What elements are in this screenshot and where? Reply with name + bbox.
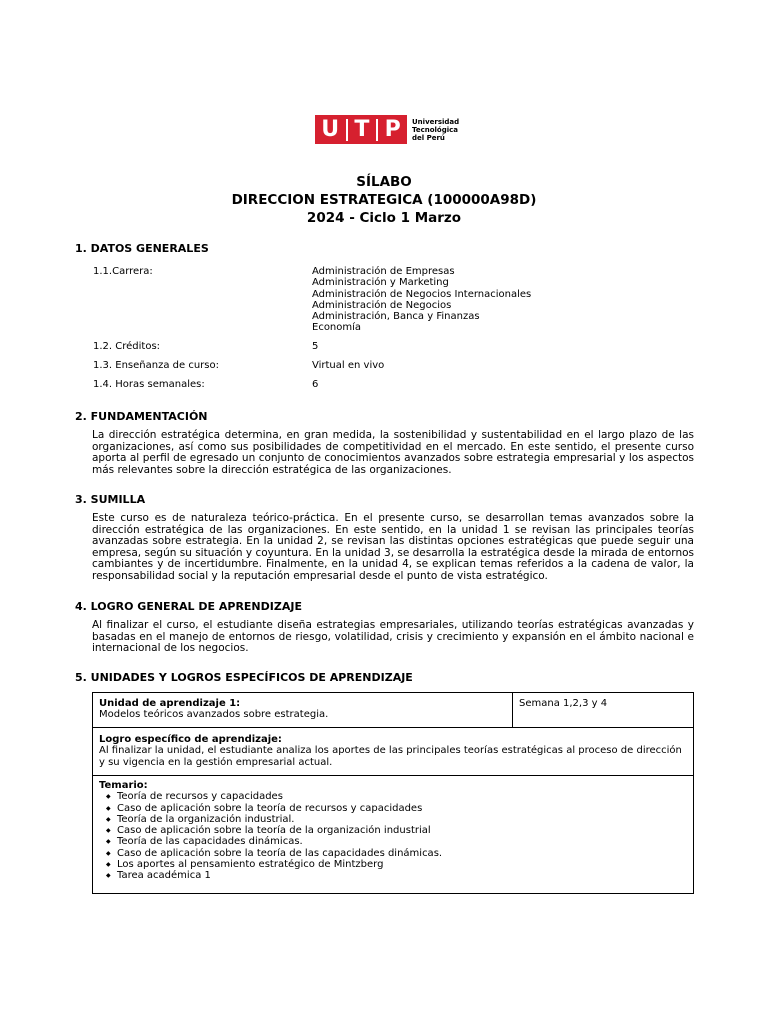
temario-label: Temario: — [99, 780, 148, 791]
logo-letter-p: P — [384, 117, 401, 142]
logo-university-name — [412, 118, 459, 142]
logro-cell — [93, 728, 693, 776]
logo-name-line: Tecnológica — [412, 125, 459, 134]
creditos-value: 5 — [312, 341, 319, 352]
ensenanza-label: 1.3. Enseñanza de curso: — [93, 360, 219, 371]
unit-label: Unidad de aprendizaje 1: — [99, 698, 241, 709]
utp-logo — [315, 115, 459, 144]
title-silabo: SÍLABO — [356, 174, 412, 190]
logo-mark — [315, 115, 407, 144]
logro-text: Al finalizar la unidad, el estudiante analiza los aportes de las principales teorías estratégicas al proceso de dirección y su vigencia en la gestión empresarial actual. — [99, 745, 682, 768]
unit-cell — [93, 693, 513, 728]
logro-label: Logro específico de aprendizaje: — [99, 734, 282, 745]
carrera-item: Economía — [312, 322, 362, 334]
temario-item: ◆ Teoría de recursos y capacidades — [117, 791, 687, 802]
section-2-heading: 2. FUNDAMENTACIÓN — [75, 410, 208, 423]
temario-item: ◆ Caso de aplicación sobre la teoría de la organización industrial — [117, 825, 687, 836]
fundamentacion-text: La dirección estratégica determina, en gran medida, la sostenibilidad y sustentabilidad en el largo plazo de las organizaciones, así como sus posibilidades de competitividad en el mercado. En este sentido, el presente curso aporta al perfil de egresado un conjunto de conocimientos avanzados sobre estrategia empresarial y los aspectos más relevantes sobre la dirección estratégica de las organizaciones. — [92, 429, 694, 476]
temario-item: ◆ Teoría de las capacidades dinámicas. — [117, 836, 687, 847]
logo-separator — [376, 119, 378, 141]
document-title — [0, 173, 768, 227]
section-4-heading: 4. LOGRO GENERAL DE APRENDIZAJE — [75, 600, 302, 613]
carrera-label: 1.1.Carrera: — [93, 266, 153, 277]
carrera-item: Administración de Empresas — [312, 266, 455, 277]
title-course: DIRECCION ESTRATEGICA (100000A98D) — [231, 192, 537, 208]
temario-item: ◆ Tarea académica 1 — [117, 870, 687, 881]
carrera-item: Administración, Banca y Finanzas — [312, 311, 480, 323]
temario-item: ◆ Los aportes al pensamiento estratégico de Mintzberg — [117, 859, 687, 870]
sumilla-text: Este curso es de naturaleza teórico-práctica. En el presente curso, se desarrollan temas avanzados sobre la dirección estratégica de las organizaciones. En este sentido, en la unidad 1 se revisan las principales teorías avanzadas sobre estrategia. En la unidad 2, se revisan las distintas opciones estratégicas que puede seguir una empresa, según su situación y coyuntura. En la unidad 3, se desarrolla la estratégica desde la mirada de entornos cambiantes y de incertidumbre. Finalmente, en la unidad 4, se explican temas referidos a la cadena de valor, la responsabilidad social y la reputación empresarial desde el punto de vista estratégico. — [92, 512, 694, 582]
semana-text: Semana 1,2,3 y 4 — [519, 698, 608, 709]
horas-label: 1.4. Horas semanales: — [93, 379, 205, 390]
carrera-item: Administración de Negocios — [312, 299, 452, 311]
logo-name-line: del Perú — [412, 133, 445, 142]
logo-name-line: Universidad — [412, 117, 460, 126]
unit-name: Modelos teóricos avanzados sobre estrategia. — [99, 709, 329, 720]
title-cycle: 2024 - Ciclo 1 Marzo — [306, 210, 462, 226]
temario-item: ◆ Teoría de la organización industrial. — [117, 814, 687, 825]
temario-item: ◆ Caso de aplicación sobre la teoría de las capacidades dinámicas. — [117, 848, 687, 859]
creditos-label: 1.2. Créditos: — [93, 341, 161, 352]
temario-list — [99, 791, 687, 881]
logo-letter-u: U — [321, 117, 340, 142]
temario-item: ◆ Caso de aplicación sobre la teoría de recursos y capacidades — [117, 803, 687, 814]
carrera-item: Administración de Negocios Internacionales — [312, 288, 532, 300]
temario-cell — [93, 776, 693, 893]
logo-letter-t: T — [354, 117, 370, 142]
ensenanza-value: Virtual en vivo — [312, 360, 385, 371]
carrera-item: Administración y Marketing — [312, 277, 449, 289]
horas-value: 6 — [312, 379, 319, 390]
section-1-heading: 1. DATOS GENERALES — [75, 242, 209, 255]
logro-general-text: Al finalizar el curso, el estudiante diseña estrategias empresariales, utilizando teorías estratégicas avanzadas y basadas en el manejo de entornos de riesgo, volatilidad, crisis y crecimiento y expansión en el ámbito nacional e internacional de los negocios. — [92, 619, 694, 655]
logo-separator — [346, 119, 348, 141]
carrera-list — [312, 266, 531, 334]
section-5-heading: 5. UNIDADES Y LOGROS ESPECÍFICOS DE APRENDIZAJE — [75, 671, 413, 684]
unit-table — [92, 692, 694, 894]
semana-cell — [513, 693, 693, 728]
section-3-heading: 3. SUMILLA — [75, 493, 146, 506]
